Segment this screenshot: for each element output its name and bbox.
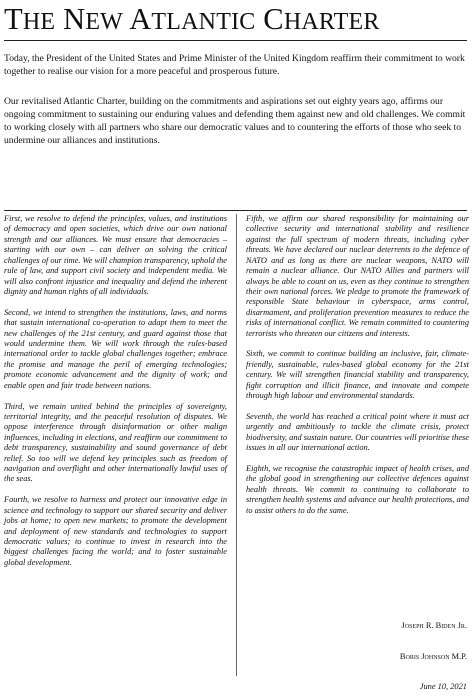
principle-seventh: Seventh, the world has reached a critical point where it must act urgently and ambitiously to tackle the climate crisis, protect biodiversity, and sustain nature. Our countries will prioritise these issues in all our international action. bbox=[246, 411, 469, 453]
principle-fifth: Fifth, we affirm our shared responsibility for maintaining our collective security and international stability and resilience against the full spectrum of modern threats, including cyber threats. We have declared our nuclear deterrents to the defence of NATO and as long as there are nuclear weapons, NATO will remain a nuclear alliance. Our NATO Allies and partners will always be able to count on us, even as they continue to strengthen their own national forces. We pledge to promote the framework of responsible State behaviour in cyberspace, arms control, disarmament, and proliferation prevention measures to reduce the risks of international conflict. We remain committed to countering terrorists who threaten our citizens and interests. bbox=[246, 214, 469, 338]
top-divider bbox=[4, 40, 467, 41]
principle-second: Second, we intend to strengthen the institutions, laws, and norms that sustain international co-operation to adapt them to meet the new challenges of the 21st century, and guard against those that would undermine them. We will work through the rules-based international order to tackle global challenges together; embrace the promise and manage the peril of emerging technologies; promote economic advancement and the dignity of work; and enable open and fair trade between nations. bbox=[4, 307, 227, 390]
document-title bbox=[4, 2, 470, 39]
title-letter: T bbox=[4, 2, 23, 36]
signing-date: June 10, 2021 bbox=[419, 682, 467, 691]
signature-johnson: Boris Johnson M.P. bbox=[399, 652, 467, 661]
title-letter: N bbox=[63, 2, 86, 36]
left-column bbox=[4, 214, 227, 579]
signature-biden: Joseph R. Biden Jr. bbox=[401, 621, 467, 630]
principle-sixth: Sixth, we commit to continue building an inclusive, fair, climate-friendly, sustainable, rules-based global economy for the 21st century. We will strengthen financial stability and transparency, fight corruption and illicit finance, and innovate and compete through high labour and environmental standards. bbox=[246, 349, 469, 401]
title-small-caps: HE bbox=[22, 9, 56, 35]
title-small-caps: HARTER bbox=[283, 9, 380, 35]
title-small-caps: EW bbox=[85, 9, 124, 35]
principle-first: First, we resolve to defend the principles, values, and institutions of democracy and open societies, which drive our own national strength and our alliances. We must ensure that democracies – starting with our own – can deliver on solving the critical challenges of our time. We will champion transparency, uphold the rule of law, and support civil society and independent media. We will also confront injustice and inequality and defend the inherent dignity and human rights of all individuals. bbox=[4, 214, 228, 296]
column-divider bbox=[236, 214, 237, 676]
principle-third: Third, we remain united behind the principles of sovereignty, territorial integrity, and the peaceful resolution of disputes. We oppose interference through disinformation or other malign influences, including in elections, and reaffirm our commitment to debt transparency, sustainability and sound governance of debt relief. So too will we defend key principles such as freedom of navigation and overflight and other internationally lawful uses of the seas. bbox=[4, 401, 227, 484]
principle-eighth: Eighth, we recognise the catastrophic impact of health crises, and the global good in strengthening our collective defences against health threats. We commit to continuing to collaborate to strengthen health systems and advance our health protections, and to assist others to do the same. bbox=[246, 464, 469, 515]
title-letter: A bbox=[129, 2, 152, 36]
title-letter: C bbox=[263, 2, 284, 36]
section-divider bbox=[4, 210, 467, 211]
intro-paragraph: Our revitalised Atlantic Charter, building on the commitments and aspirations set out eighty years ago, affirms our ongoing commitment to sustaining our enduring values and defending them against new and old challenges. We commit to working closely with all partners who share our democratic values and to countering the efforts of those who seek to undermine our alliances and institutions. bbox=[4, 96, 466, 147]
intro-paragraph: Today, the President of the United States and Prime Minister of the United Kingdom reaffirm their commitment to work together to realise our vision for a more peaceful and prosperous future. bbox=[4, 53, 465, 78]
right-column bbox=[246, 214, 469, 527]
principle-fourth: Fourth, we resolve to harness and protect our innovative edge in science and technology to support our shared security and deliver jobs at home; to open new markets; to promote the development and deployment of new standards and technologies to support democratic values; to continue to invest in research into the biggest challenges facing the world; and to foster sustainable global development. bbox=[4, 495, 227, 567]
title-small-caps: TLANTIC bbox=[151, 9, 256, 35]
